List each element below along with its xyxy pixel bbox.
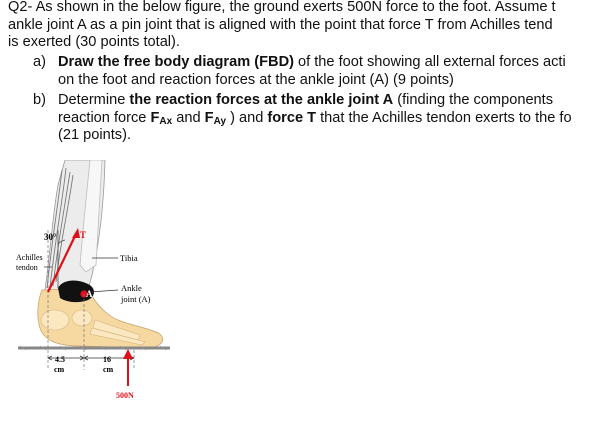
ankle-leader [90, 290, 118, 292]
part-b-and: and [172, 109, 205, 126]
question-text [8, 0, 615, 52]
part-b-bold: the reaction forces at the ankle joint A [129, 92, 394, 108]
part-b-tail: that the Achilles tendon exerts to the fo [316, 109, 572, 126]
ground-force-label: 500N [116, 391, 134, 400]
dim2-unit: cm [103, 365, 114, 374]
dimension-4-5 [48, 356, 84, 360]
dim2-value: 16 [103, 355, 111, 364]
part-a-rest: of the foot showing all external forces acti [293, 54, 566, 70]
part-a-label: a) [33, 54, 46, 70]
question-line-3: is exerted (30 points total). [8, 34, 180, 50]
question-line-2: ankle joint A as a pin joint that is aligned with the point that force T from Achilles tend [8, 16, 553, 33]
part-b-line-3: (21 points). [58, 127, 132, 143]
fay-symbol: $F_{Ay}$ [204, 109, 227, 127]
question-line-1: Q2- As shown in the below figure, the ground exerts 500N force to the foot. Assume t [8, 0, 556, 15]
part-b-after: ) and [226, 109, 268, 126]
angle-label: 30° [44, 232, 57, 242]
ankle-label-2: joint (A) [121, 294, 151, 304]
ground-force-arrowhead [123, 349, 133, 359]
force-t-label: T [80, 230, 87, 240]
part-a-line-2: on the foot and reaction forces at the ankle joint (A) (9 points) [58, 71, 454, 88]
dim1-unit: cm [54, 365, 65, 374]
point-a-label: A [86, 289, 93, 299]
part-b-rest: (finding the components [393, 92, 554, 108]
foot-figure [0, 160, 200, 422]
ankle-label-1: Ankle [121, 283, 142, 293]
part-a-line-1 [58, 54, 566, 72]
force-t-bold: force T [267, 109, 317, 126]
fax-symbol: $F_{Ax}$ [150, 109, 173, 127]
tibia-label: Tibia [120, 253, 138, 263]
dim1-value: 4.5 [55, 355, 65, 364]
part-b-line-2 [58, 110, 572, 131]
part-a-bold: Draw the free body diagram (FBD) [58, 54, 294, 70]
part-b-label: b) [33, 92, 46, 108]
achilles-label-2: tendon [16, 263, 38, 272]
achilles-label-1: Achilles [16, 253, 43, 262]
part-b-line-1 [58, 92, 553, 110]
part-b-pre: Determine [58, 92, 130, 108]
part-b-line2-pre: reaction force [58, 109, 151, 126]
